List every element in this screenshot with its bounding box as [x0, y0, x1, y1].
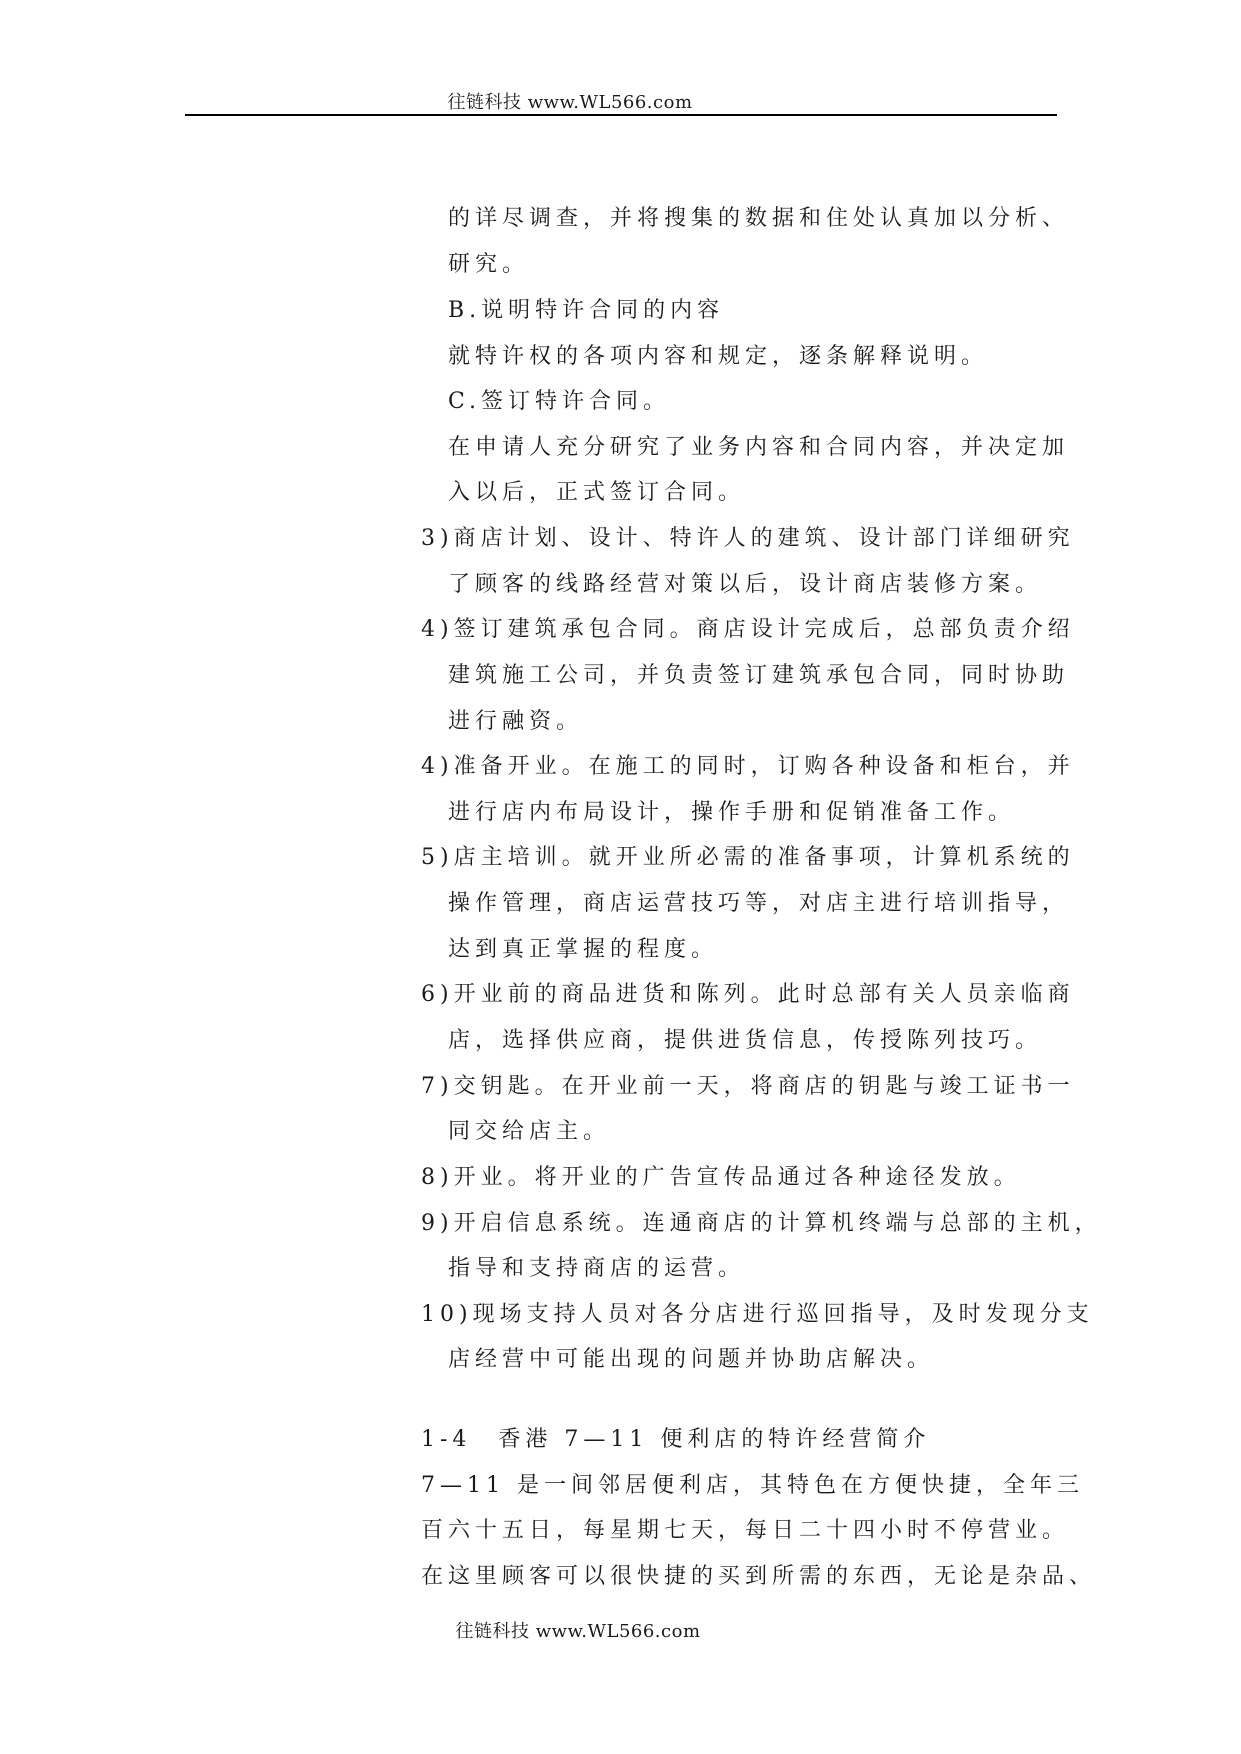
text-line: 8)开业。将开业的广告宣传品通过各种途径发放。: [421, 1165, 1021, 1190]
text-line: C.签订特许合同。: [448, 389, 671, 414]
text-line: 10)现场支持人员对各分店进行巡回指导，及时发现分支: [421, 1302, 1094, 1327]
header-rule: [185, 114, 1057, 116]
text-line: 的详尽调查，并将搜集的数据和住处认真加以分析、: [448, 206, 1070, 231]
text-line: 4)准备开业。在施工的同时，订购各种设备和柜台，并: [421, 754, 1075, 779]
text-line: 进行融资。: [448, 709, 584, 734]
text-line: 5)店主培训。就开业所必需的准备事项，计算机系统的: [421, 845, 1075, 870]
text-line: 达到真正掌握的程度。: [448, 937, 719, 962]
text-line: 店，选择供应商，提供进货信息，传授陈列技巧。: [448, 1028, 1043, 1053]
section-heading: 1-4 香港 7—11 便利店的特许经营简介: [421, 1427, 931, 1452]
text-line: 百六十五日，每星期七天，每日二十四小时不停营业。: [421, 1518, 1070, 1543]
page-footer: 往链科技 www.WL566.com: [455, 1621, 701, 1642]
text-line: 6)开业前的商品进货和陈列。此时总部有关人员亲临商: [421, 982, 1075, 1007]
text-line: 9)开启信息系统。连通商店的计算机终端与总部的主机，: [421, 1211, 1102, 1236]
text-line: 同交给店主。: [448, 1119, 611, 1144]
page-header: 往链科技 www.WL566.com: [447, 92, 693, 113]
text-line: B.说明特许合同的内容: [448, 298, 725, 323]
text-line: 进行店内布局设计，操作手册和促销准备工作。: [448, 800, 1016, 825]
text-line: 入以后，正式签订合同。: [448, 480, 746, 505]
text-line: 在申请人充分研究了业务内容和合同内容，并决定加: [448, 435, 1070, 460]
text-line: 在这里顾客可以很快捷的买到所需的东西，无论是杂品、: [421, 1564, 1097, 1589]
text-line: 了顾客的线路经营对策以后，设计商店装修方案。: [448, 572, 1043, 597]
text-line: 3)商店计划、设计、特许人的建筑、设计部门详细研究: [421, 526, 1075, 551]
text-line: 就特许权的各项内容和规定，逐条解释说明。: [448, 344, 989, 369]
text-line: 4)签订建筑承包合同。商店设计完成后，总部负责介绍: [421, 617, 1075, 642]
text-line: 操作管理，商店运营技巧等，对店主进行培训指导，: [448, 891, 1070, 916]
text-line: 建筑施工公司，并负责签订建筑承包合同，同时协助: [448, 663, 1070, 688]
text-line: 研究。: [448, 252, 530, 277]
text-line: 指导和支持商店的运营。: [448, 1256, 746, 1281]
text-line: 7—11 是一间邻居便利店，其特色在方便快捷，全年三: [421, 1473, 1084, 1498]
text-line: 店经营中可能出现的问题并协助店解决。: [448, 1347, 935, 1372]
text-line: 7)交钥匙。在开业前一天，将商店的钥匙与竣工证书一: [421, 1074, 1075, 1099]
